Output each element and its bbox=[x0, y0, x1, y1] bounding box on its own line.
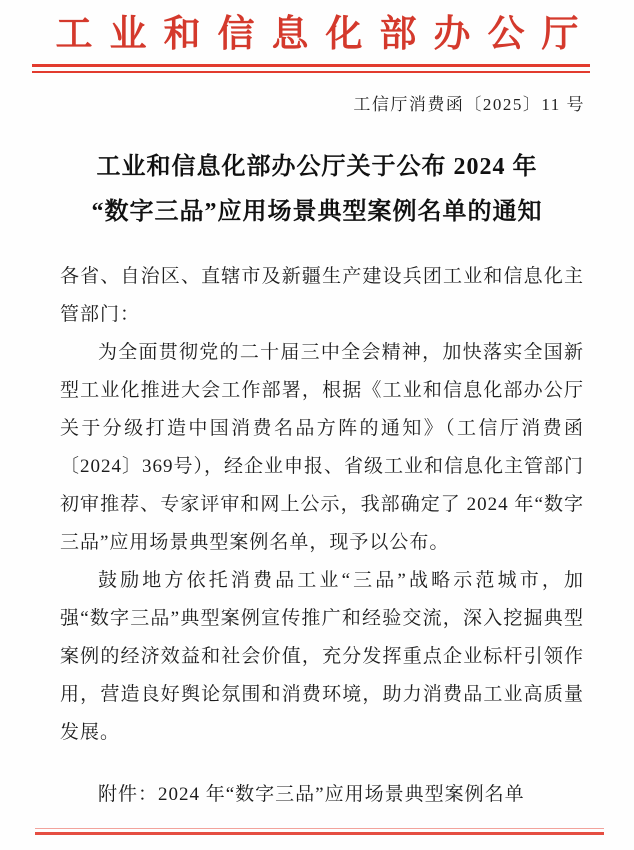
header-divider bbox=[32, 64, 590, 73]
document-title bbox=[0, 145, 634, 235]
recipient-line: 各省、自治区、直辖市及新疆生产建设兵团工业和信息化主管部门： bbox=[60, 266, 584, 325]
footer-divider bbox=[35, 828, 604, 835]
footer-rule-thick bbox=[35, 832, 604, 835]
title-line-2: “数字三品”应用场景典型案例名单的通知 bbox=[91, 199, 543, 225]
body-paragraph: 鼓励地方依托消费品工业“三品”战略示范城市，加强“数字三品”典型案例宣传推广和经验交流，深入挖掘典型案例的经济效益和社会价值，充分发挥重点企业标杆引领作用，营造良好舆论氛围和消费环境，助力消费品工业高质量发展。 bbox=[60, 570, 584, 743]
header-rule-thin bbox=[32, 71, 590, 73]
footer-rule-thin bbox=[35, 828, 604, 829]
agency-name: 工业和信息化部办公厅 bbox=[55, 14, 596, 55]
attachment-line: 附件：2024 年“数字三品”应用场景典型案例名单 bbox=[98, 784, 525, 805]
title-line-1: 工业和信息化部办公厅关于公布 2024 年 bbox=[96, 154, 538, 180]
doc-number: 工信厅消费函〔2025〕11 号 bbox=[353, 95, 585, 114]
document-body bbox=[60, 258, 584, 814]
body-paragraph: 为全面贯彻党的二十届三中全会精神，加快落实全国新型工业化推进大会工作部署，根据《工业和信息化部办公厅关于分级打造中国消费名品方阵的通知》（工信厅消费函〔2024〕369号），经企业申报、省级工业和信息化主管部门初审推荐、专家评审和网上公示，我部确定了 2024 年“数字三品”应用场景典型案例名单，现予以公布。 bbox=[60, 342, 585, 553]
header-rule-thick bbox=[32, 64, 590, 67]
